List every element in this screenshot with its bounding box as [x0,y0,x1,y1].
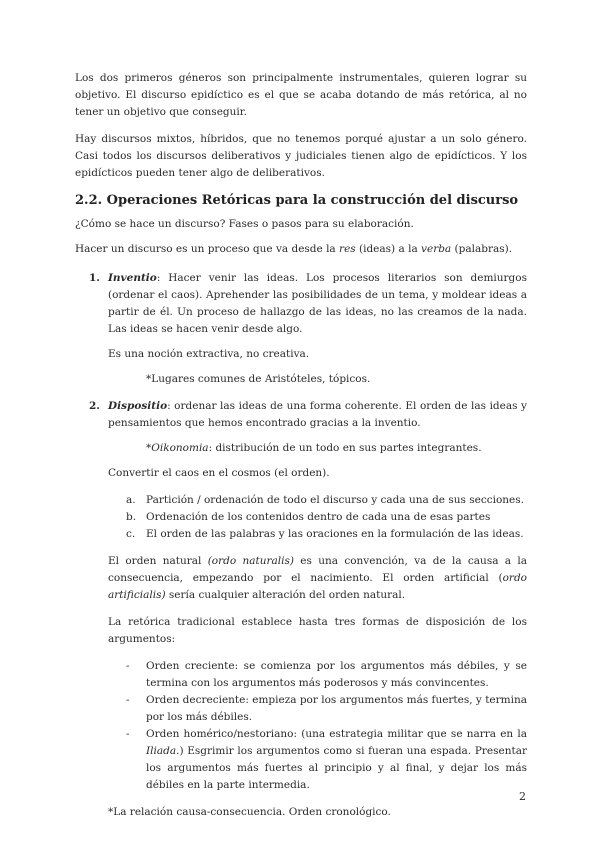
order-text-e: sería cualquier alteración del orden natural. [165,589,406,601]
res-term: res [339,243,356,255]
list-item-text: Orden creciente: se comienza por los argumentos más débiles, y se termina con los argumentos más poderosos y más convincentes. [146,660,527,689]
page-number: 2 [519,790,526,803]
dispositio-term: Dispositio [108,400,168,412]
intro-paragraph-1: Los dos primeros géneros son principalmente instrumentales, quieren lograr su objetivo. El discurso epidíctico es el que se acaba dotando de más retórica, al no tener un objetivo que conseguir. [75,72,527,118]
order-text-a: El orden natural [108,555,208,567]
oikonomia-note [146,440,527,457]
section-intro-post: (palabras). [451,243,513,255]
order-text-c: es una convención, va de la causa a la consecuencia, empezando por el nacimiento. El orden artificial ( [108,555,527,584]
ordo-naturalis: (ordo naturalis) [207,555,294,567]
list-item [108,726,527,794]
inventio-extra: Es una noción extractiva, no creativa. [108,348,310,360]
list-item [108,692,527,726]
list-item-text: El orden de las palabras y las oraciones en la formulación de las ideas. [146,528,524,540]
list-item [108,492,527,509]
item-number: 1. [89,272,100,284]
list-item-dispositio [75,398,527,482]
dash3-text-c: ) Esgrimir los argumentos como si fueran una espada. Presentar los argumentos más fuertes al principio y al final, y dejar los más débiles en la parte intermedia. [146,745,527,791]
item-number: 2. [89,400,100,412]
dispositio-paragraph [108,398,527,432]
section-heading: 2.2. Operaciones Retóricas para la construcción del discurso [75,193,519,208]
inventio-paragraph [108,270,527,338]
list-item [108,658,527,692]
list-item [108,509,527,526]
iliada-title: Iliada. [146,745,180,757]
list-marker: a. [126,494,136,506]
list-item [108,526,527,543]
section-intro [75,241,527,258]
oikonomia-text: : distribución de un todo en sus partes integrantes. [208,442,482,454]
inventio-note: *Lugares comunes de Aristóteles, tópicos. [146,373,371,385]
dash-list [108,658,527,794]
dispositio-text: : ordenar las ideas de una forma coherente. El orden de las ideas y pensamientos que hemos encontrado gracias a la inventio. [108,400,527,429]
list-item-text: Partición / ordenación de todo el discurso y cada una de sus secciones. [146,494,524,506]
order-paragraph [108,553,527,604]
list-marker: c. [126,528,136,540]
section-intro-pre: Hacer un discurso es un proceso que va desde la [75,243,340,255]
retorica-paragraph: La retórica tradicional establece hasta tres formas de disposición de los argumentos: [108,616,527,645]
oikonomia-term: *Oikonomia [146,442,209,454]
list-marker: b. [126,511,137,523]
inventio-term: Inventio [108,272,157,284]
inventio-text: : Hacer venir las ideas. Los procesos literarios son demiurgos (ordenar el caos). Aprehender las posibilidades de un tema, y moldear ideas a partir de él. Un proceso de hallazgo de las ideas, no las creamos de la nada. Las ideas se hacen venir desde algo. [108,272,527,335]
list-marker: - [126,694,130,706]
final-note: *La relación causa-consecuencia. Orden cronológico. [108,806,391,818]
intro-paragraph-2: Hay discursos mixtos, híbridos, que no tenemos porqué ajustar a un solo género. Casi todos los discursos deliberativos y judiciales tienen algo de epidícticos. Y los epidícticos pueden tener algo de deliberativos. [75,133,527,179]
list-item-text: Orden decreciente: empieza por los argumentos más fuertes, y termina por los más débiles. [146,694,527,723]
section-intro-mid: (ideas) a la [355,243,422,255]
ordo-artificialis: ordo artificialis) [108,572,527,601]
list-marker: - [126,660,130,672]
alpha-list [108,492,527,543]
list-item-text: Ordenación de los contenidos dentro de cada una de esas partes [146,511,491,523]
list-marker: - [126,728,130,740]
list-item-inventio [75,270,527,388]
section-question: ¿Cómo se hace un discurso? Fases o pasos para su elaboración. [75,218,414,230]
dash3-text-a: Orden homérico/nestoriano: (una estrategia militar que se narra en la [146,728,527,740]
verba-term: verba [421,243,452,255]
convert-line: Convertir el caos en el cosmos (el orden). [108,467,330,479]
page-content [75,70,527,831]
